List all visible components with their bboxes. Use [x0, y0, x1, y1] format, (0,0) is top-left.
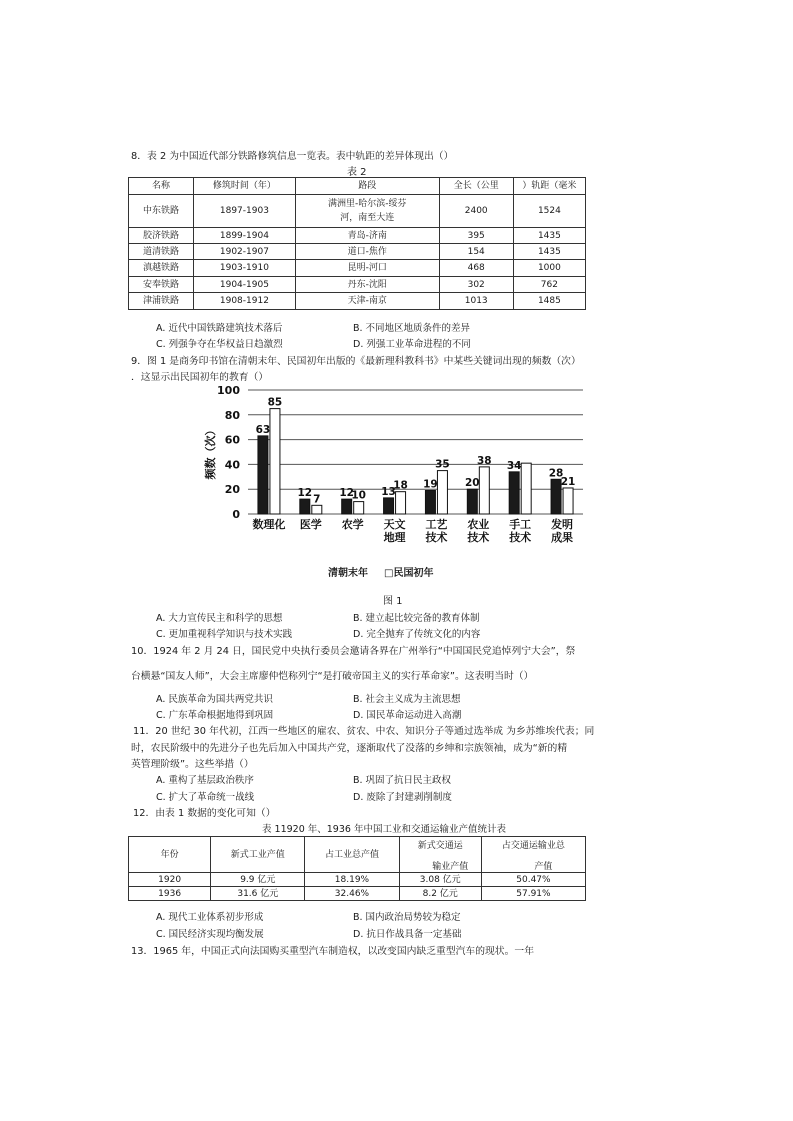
y-tick-label: 40: [224, 458, 240, 472]
cell-year: 1936: [129, 887, 211, 901]
route-line: 河，南至大连: [340, 213, 395, 223]
chart-legend-1: 清朝末年: [328, 568, 368, 579]
cell-transport: 3.08 亿元: [399, 873, 481, 887]
table-row: [129, 195, 586, 228]
bar-minguo: [437, 471, 447, 514]
route-line: 满洲里-哈尔滨-绥芬: [327, 199, 407, 209]
chart-bars: [256, 397, 576, 514]
bar-value-label: 19: [423, 478, 438, 491]
cell-gauge: 1000: [513, 260, 585, 277]
table-row: [129, 277, 586, 293]
bar-value-label: 63: [255, 423, 271, 436]
cell-industry: 31.6 亿元: [211, 887, 305, 901]
bar-qing: [384, 498, 394, 514]
bar-minguo: [312, 505, 322, 514]
cell-route: 青岛-济南: [295, 228, 439, 244]
bar-value-label: 35: [435, 458, 450, 471]
bar-value-label: 18: [393, 479, 408, 492]
cell-time: 1904-1905: [194, 277, 296, 293]
table-header-row: [129, 178, 586, 195]
q8-table-title: 表 2: [347, 167, 367, 178]
category-label: 农学: [341, 518, 364, 531]
category-label: 工艺: [425, 518, 448, 531]
q12-option-d: D. 抗日作战具备一定基础: [353, 929, 462, 940]
q11-option-b: B. 巩固了抗日民主政权: [353, 775, 452, 786]
cell-route: 昆明-河口: [295, 260, 439, 277]
category-label: 手工: [509, 518, 532, 531]
q11-stem-line3: 英管理阶级”。这些举措（）: [131, 759, 254, 770]
category-label: 发明: [551, 518, 574, 531]
q9-bar-chart: [200, 380, 600, 580]
q12-stem: 12．由表 1 数据的变化可知（）: [133, 808, 276, 819]
table-row: [129, 260, 586, 277]
cell-gauge: 762: [513, 277, 585, 293]
bar-qing: [342, 499, 352, 514]
header-line: 输业产值: [432, 862, 469, 872]
cell-time: 1897-1903: [194, 195, 296, 228]
cell-length: 154: [439, 244, 513, 260]
header-line: 新式交通运: [417, 841, 463, 851]
chart-y-axis-label: 频数（次）: [204, 424, 217, 480]
q12-output-table: [128, 836, 586, 901]
header-cell: 修筑时间（年）: [194, 178, 296, 195]
bar-qing: [425, 490, 435, 514]
q8-option-a: A. 近代中国铁路建筑技术落后: [156, 323, 283, 334]
cell-length: 302: [439, 277, 513, 293]
q10-stem-line1: 10．1924 年 2 月 24 日，国民党中央执行委员会邀请各界在广州举行“中国国民党追悼列宁大会”，祭: [131, 646, 576, 657]
chart-legend-2: □民国初年: [384, 568, 434, 579]
q11-option-d: D. 废除了封建剥削制度: [353, 792, 452, 803]
cell-time: 1902-1907: [194, 244, 296, 260]
q8-option-b: B. 不同地区地质条件的差异: [353, 323, 471, 334]
category-label: 技术: [467, 531, 490, 544]
table-row: [129, 293, 586, 310]
cell-name: 道清铁路: [129, 244, 194, 260]
chart-categories: [252, 517, 573, 544]
category-label: 农业: [467, 518, 490, 531]
category-label: 成果: [551, 531, 574, 544]
y-tick-label: 0: [232, 508, 240, 521]
cell-year: 1920: [129, 873, 211, 887]
cell-industry-pct: 32.46%: [305, 887, 399, 901]
cell-route: 道口-焦作: [295, 244, 439, 260]
q8-railway-table: [128, 177, 586, 310]
cell-transport-pct: 57.91%: [481, 887, 585, 901]
q9-option-b: B. 建立起比较完备的教育体制: [353, 613, 480, 624]
table-row: [129, 244, 586, 260]
cell-name: 胶济铁路: [129, 228, 194, 244]
bar-value-label: 13: [381, 485, 396, 498]
header-cell: 名称: [129, 178, 194, 195]
bar-qing: [300, 499, 310, 514]
bar-value-label: 21: [560, 475, 576, 488]
bar-value-label: 85: [267, 396, 283, 409]
bar-value-label: 34: [506, 459, 522, 472]
q12-option-c: C. 国民经济实现均衡发展: [156, 929, 264, 940]
cell-industry: 9.9 亿元: [211, 873, 305, 887]
y-tick-label: 80: [224, 408, 240, 422]
table-row: [129, 887, 586, 901]
bar-minguo: [396, 492, 406, 514]
cell-name: 滇越铁路: [129, 260, 194, 277]
header-cell: 路段: [295, 178, 439, 195]
header-line: 产值: [534, 862, 553, 872]
bar-minguo: [563, 488, 573, 514]
q8-option-c: C. 列强争夺在华权益日趋激烈: [156, 339, 283, 350]
table-row: [129, 873, 586, 887]
q10-option-c: C. 广东革命根据地得到巩固: [156, 710, 274, 721]
header-cell: 占工业总产值: [305, 837, 399, 873]
table-row: [129, 228, 586, 244]
cell-industry-pct: 18.19%: [305, 873, 399, 887]
cell-length: 395: [439, 228, 513, 244]
q10-option-d: D. 国民革命运动进入高潮: [353, 710, 462, 721]
bar-value-label: 7: [313, 493, 321, 506]
cell-length: 1013: [439, 293, 513, 310]
cell-gauge: 1435: [513, 228, 585, 244]
header-cell: 新式工业产值: [211, 837, 305, 873]
y-tick-label: 20: [224, 483, 240, 497]
q10-option-b: B. 社会主义成为主流思想: [353, 694, 461, 705]
category-label: 地理: [383, 531, 406, 544]
y-tick-label: 100: [217, 384, 240, 397]
category-label: 医学: [299, 518, 322, 531]
q12-table-title: 表 11920 年、1936 年中国工业和交通运输业产值统计表: [262, 824, 506, 835]
cell-route: 天津-南京: [295, 293, 439, 310]
bar-minguo: [270, 409, 280, 514]
q13-stem: 13．1965 年，中国正式向法国购买重型汽车制造权，以改变国内缺乏重型汽车的现状。一年: [131, 946, 534, 957]
bar-value-label: 20: [465, 477, 480, 490]
q11-stem-line2: 时，农民阶级中的先进分子也先后加入中国共产党，逐渐取代了没落的乡绅和宗族领袖，成为“新的精: [131, 743, 568, 754]
q9-stem-line1: 9．图 1 是商务印书馆在清朝末年、民国初年出版的《最新理科教科书》中某些关键词出现的频数（次）: [131, 356, 581, 367]
cell-time: 1908-1912: [194, 293, 296, 310]
y-tick-label: 60: [224, 433, 240, 447]
q10-stem-line2: 台横悬“国友人师”，大会主席廖仲恺称列宁“是打破帝国主义的实行革命家”。这表明当时（）: [131, 671, 534, 682]
q11-stem-line1: 11．20 世纪 30 年代初，江西一些地区的雇农、贫农、中农、知识分子等通过选举成 为乡苏维埃代表；同: [133, 726, 595, 737]
bar-minguo: [354, 502, 364, 514]
q12-option-b: B. 国内政治局势较为稳定: [353, 912, 461, 923]
bar-value-label: 38: [477, 454, 492, 467]
cell-gauge: 1524: [513, 195, 585, 228]
bar-qing: [551, 479, 561, 514]
q11-option-a: A. 重构了基层政治秩序: [156, 775, 254, 786]
bar-minguo: [479, 467, 489, 514]
cell-name: 安奉铁路: [129, 277, 194, 293]
table-header-row: [129, 837, 586, 873]
cell-transport: 8.2 亿元: [399, 887, 481, 901]
bar-minguo: [521, 463, 531, 514]
category-label: 数理化: [252, 518, 286, 531]
q9-option-d: D. 完全抛弃了传统文化的内容: [353, 629, 481, 640]
q9-stem-line2: ．这显示出民国初年的教育（）: [131, 372, 269, 383]
cell-time: 1899-1904: [194, 228, 296, 244]
q10-option-a: A. 民族革命为国共两党共识: [156, 694, 273, 705]
bar-value-label: 10: [351, 489, 366, 502]
chart-y-axis: [217, 384, 240, 521]
bar-value-label: 28: [548, 467, 564, 480]
category-label: 天文: [383, 518, 406, 531]
q9-option-a: A. 大力宣传民主和科学的思想: [156, 613, 283, 624]
bar-qing: [467, 489, 477, 514]
cell-length: 468: [439, 260, 513, 277]
bar-qing: [258, 436, 268, 514]
cell-name: 中东铁路: [129, 195, 194, 228]
q9-figure-caption: 图 1: [383, 596, 403, 607]
bar-value-label: 12: [297, 487, 313, 500]
bar-qing: [509, 472, 519, 514]
q9-option-c: C. 更加重视科学知识与技术实践: [156, 629, 293, 640]
q11-option-c: C. 扩大了革命统一战线: [156, 792, 255, 803]
bar-value-label: 12: [339, 487, 354, 500]
header-cell: [481, 837, 585, 873]
category-label: 技术: [425, 531, 448, 544]
cell-name: 津浦铁路: [129, 293, 194, 310]
cell-time: 1903-1910: [194, 260, 296, 277]
header-cell: [399, 837, 481, 873]
q8-stem: 8．表 2 为中国近代部分铁路修筑信息一览表。表中轨距的差异体现出（）: [131, 151, 454, 162]
category-label: 技术: [509, 531, 532, 544]
cell-route: [295, 195, 439, 228]
cell-length: 2400: [439, 195, 513, 228]
header-cell: 全长（公里: [439, 178, 513, 195]
q8-option-d: D. 列强工业革命进程的不同: [353, 339, 471, 350]
cell-transport-pct: 50.47%: [481, 873, 585, 887]
cell-route: 丹东-沈阳: [295, 277, 439, 293]
header-cell: ）轨距（毫米: [513, 178, 585, 195]
cell-gauge: 1485: [513, 293, 585, 310]
q12-option-a: A. 现代工业体系初步形成: [156, 912, 264, 923]
header-line: 占交通运输业总: [501, 841, 565, 851]
header-cell: 年份: [129, 837, 211, 873]
cell-gauge: 1435: [513, 244, 585, 260]
